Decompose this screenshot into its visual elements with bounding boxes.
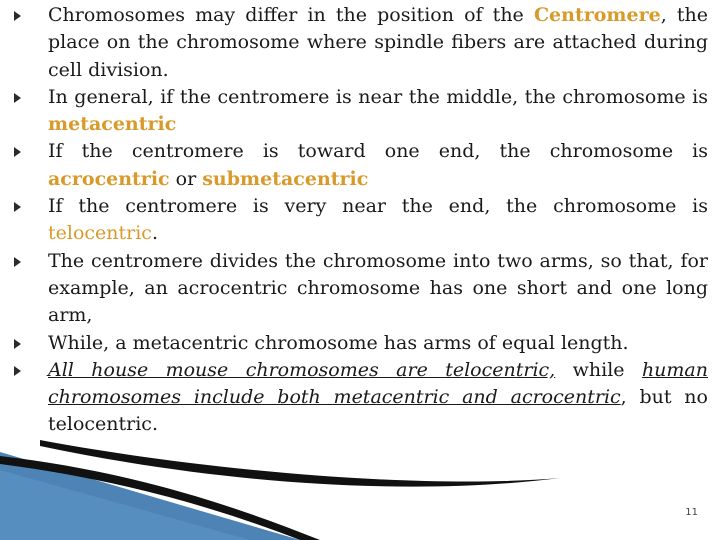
bullet-text-segment: In general, if the centromere is near the middle, the chromosome is <box>48 85 708 108</box>
bullet-arrow-icon <box>14 339 21 349</box>
slide-number: 11 <box>685 507 698 518</box>
bullet-item <box>14 248 708 330</box>
bullet-text-segment: If the centromere is toward one end, the chromosome is <box>48 140 708 163</box>
bullet-arrow-icon <box>14 11 21 21</box>
bullet-text-segment: All house mouse chromosomes are telocentric, <box>48 358 556 381</box>
bullet-item <box>14 193 708 248</box>
bullet-item <box>14 138 708 193</box>
bullet-text-segment: , but no telocentric. <box>48 386 708 436</box>
bullet-text-segment: human chromosomes include both metacentric and acrocentric <box>48 358 708 409</box>
bullet-arrow-icon <box>14 93 21 103</box>
bullet-text-segment: The centromere divides the chromosome into two arms, so that, for example, an acrocentric chromosome has one short and one long arm, <box>48 249 708 327</box>
bullet-text-segment: If the centromere is very near the end, the chromosome is <box>48 195 708 218</box>
bullet-text-segment: submetacentric <box>202 167 369 190</box>
bullet-text-segment: . <box>151 222 158 245</box>
bullet-arrow-icon <box>14 202 21 212</box>
bullet-arrow-icon <box>14 147 21 157</box>
bullet-text-segment: or <box>169 167 203 190</box>
bullet-item <box>14 2 708 84</box>
bullet-text-segment: acrocentric <box>48 167 170 190</box>
bullet-item <box>14 84 708 139</box>
bullet-text-segment: telocentric <box>48 222 152 245</box>
bullet-item <box>14 330 708 357</box>
bullet-list <box>14 2 708 439</box>
bullet-text-segment: while <box>555 358 642 381</box>
bullet-text-segment: Chromosomes may differ in the position of the <box>48 4 534 26</box>
bullet-text-segment: , the place on the chromosome where spindle fibers are attached during cell division. <box>48 4 708 81</box>
bullet-text-segment: Centromere <box>533 4 661 26</box>
bullet-text-segment: metacentric <box>48 113 177 136</box>
bullet-text-segment: While, a metacentric chromosome has arms of equal length. <box>48 331 629 354</box>
bullet-arrow-icon <box>14 257 21 267</box>
bullet-item <box>14 357 708 439</box>
bullet-arrow-icon <box>14 366 21 376</box>
